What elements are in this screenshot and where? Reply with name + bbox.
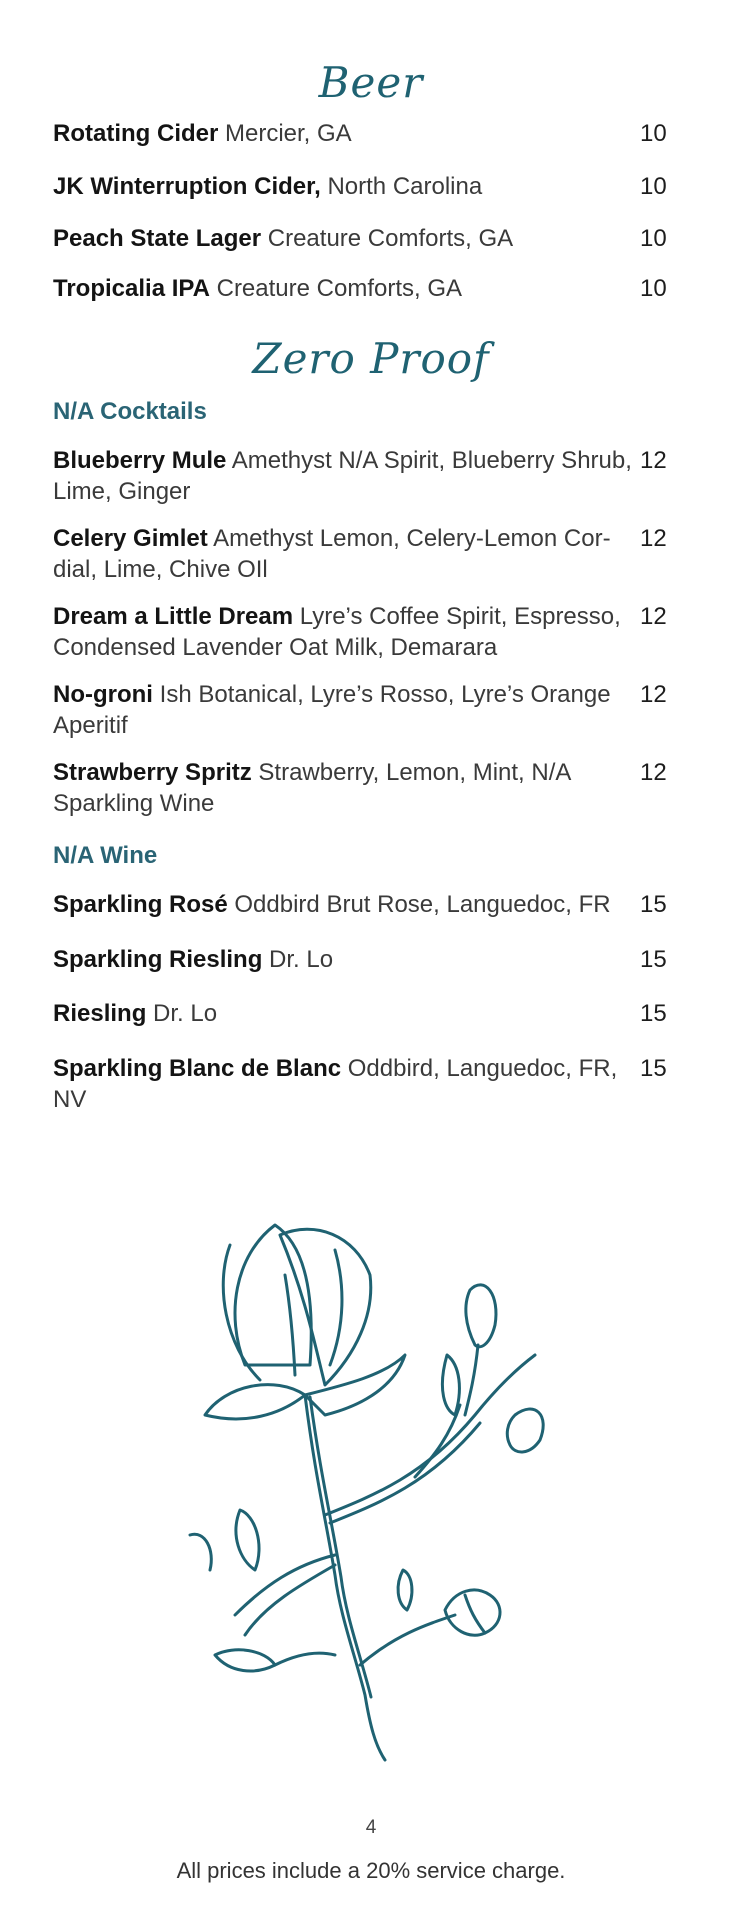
item-desc: Oddbird Brut Rose, Languedoc, FR xyxy=(227,891,611,918)
wine-item-sparkling-blanc-de-blanc xyxy=(53,1053,633,1115)
item-desc: Ish Botanical, Lyre’s Rosso, Lyre’s Orange Aperitif xyxy=(53,681,611,739)
item-name: Sparkling Rosé xyxy=(53,891,228,918)
item-price: 10 xyxy=(640,173,667,200)
item-desc: Mercier, GA xyxy=(218,120,352,147)
item-price: 12 xyxy=(640,603,667,630)
beer-item-rotating-cider xyxy=(53,118,633,149)
item-name: Tropicalia IPA xyxy=(53,275,210,302)
item-price: 15 xyxy=(640,891,667,918)
item-name: JK Winterruption Cider, xyxy=(53,173,321,200)
item-desc: Strawberry, Lemon, Mint, N/A Sparkling Wine xyxy=(53,759,571,817)
beer-item-tropicalia-ipa xyxy=(53,273,633,304)
item-price: 12 xyxy=(640,759,667,786)
beer-item-peach-state-lager xyxy=(53,223,633,254)
magnolia-branch-illustration xyxy=(185,1215,565,1775)
item-name: No-groni xyxy=(53,681,153,708)
item-name: Blueberry Mule xyxy=(53,447,227,474)
item-price: 12 xyxy=(640,681,667,708)
item-desc: Lyre’s Coffee Spirit, Espresso, Condensed Lavender Oat Milk, Demarara xyxy=(53,603,621,661)
item-price: 10 xyxy=(640,275,667,302)
item-desc: Amethyst N/A Spirit, Blueberry Shrub, Lime, Ginger xyxy=(53,447,632,505)
cocktail-item-celery-gimlet xyxy=(53,523,633,585)
item-desc: Creature Comforts, GA xyxy=(209,275,463,302)
na-cocktails-heading: N/A Cocktails xyxy=(53,398,207,425)
beer-item-jk-winterruption xyxy=(53,171,633,202)
item-name: Dream a Little Dream xyxy=(53,603,294,630)
item-name: Rotating Cider xyxy=(53,120,219,147)
item-name: Sparkling Riesling xyxy=(53,946,263,973)
beer-heading: Beer xyxy=(318,58,424,107)
cocktail-item-strawberry-spritz xyxy=(53,757,633,819)
cocktail-item-dream-a-little-dream xyxy=(53,601,633,663)
service-charge-note: All prices include a 20% service charge. xyxy=(176,1858,566,1883)
item-desc: Amethyst Lemon, Celery-Lemon Cor-dial, Lime, Chive OIl xyxy=(53,525,611,583)
item-price: 15 xyxy=(640,1055,667,1082)
wine-item-riesling xyxy=(53,998,633,1029)
item-price: 15 xyxy=(640,946,667,973)
item-name: Celery Gimlet xyxy=(53,525,208,552)
item-price: 10 xyxy=(640,225,667,252)
item-name: Sparkling Blanc de Blanc xyxy=(53,1055,342,1082)
cocktail-item-no-groni xyxy=(53,679,633,741)
item-name: Strawberry Spritz xyxy=(53,759,252,786)
item-name: Riesling xyxy=(53,1000,147,1027)
cocktail-item-blueberry-mule xyxy=(53,445,633,507)
item-desc: North Carolina xyxy=(320,173,483,200)
item-desc: Dr. Lo xyxy=(262,946,334,973)
na-wine-heading: N/A Wine xyxy=(53,842,158,869)
wine-item-sparkling-rose xyxy=(53,889,633,920)
item-desc: Oddbird, Languedoc, FR, NV xyxy=(53,1055,618,1113)
item-price: 12 xyxy=(640,447,667,474)
item-name: Peach State Lager xyxy=(53,225,262,252)
item-price: 12 xyxy=(640,525,667,552)
item-desc: Dr. Lo xyxy=(146,1000,218,1027)
item-desc: Creature Comforts, GA xyxy=(261,225,514,252)
item-price: 15 xyxy=(640,1000,667,1027)
wine-item-sparkling-riesling xyxy=(53,944,633,975)
page-number: 4 xyxy=(365,1817,377,1838)
zero-proof-heading: Zero Proof xyxy=(252,334,490,383)
item-price: 10 xyxy=(640,120,667,147)
